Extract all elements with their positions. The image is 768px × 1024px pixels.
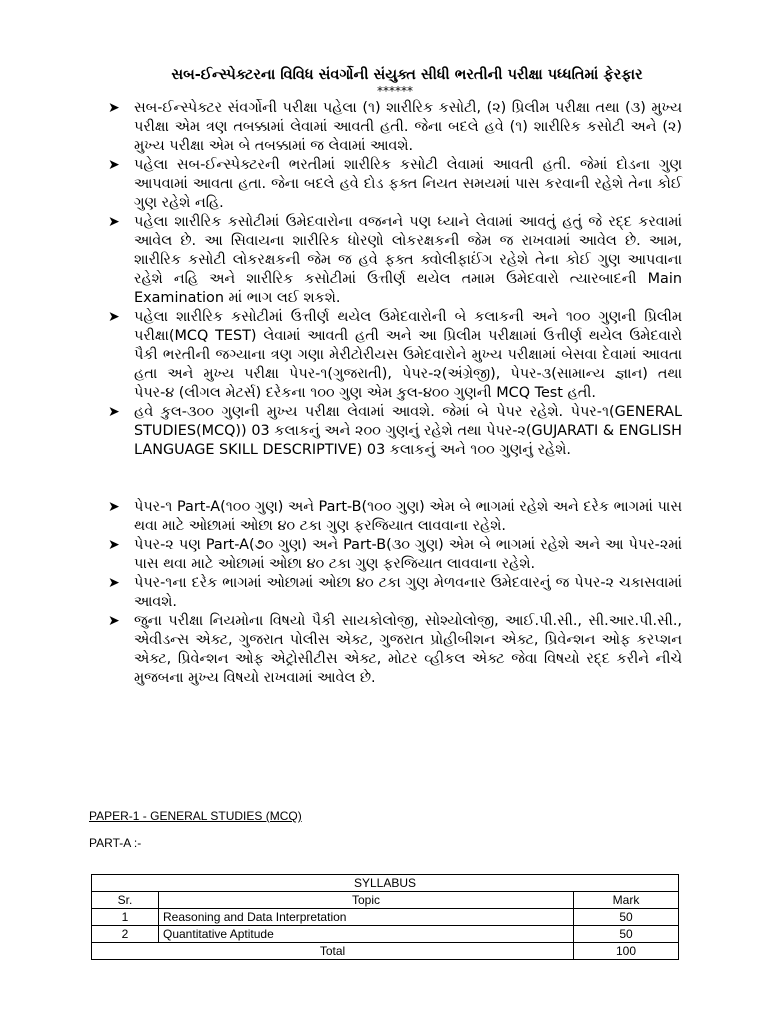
bullet-list-2: [108, 498, 682, 688]
table-cell-topic: Reasoning and Data Interpretation: [159, 909, 574, 926]
bullet-item: [108, 574, 682, 612]
bullet-list-1: [108, 99, 682, 460]
table-row: [92, 926, 679, 943]
column-header-topic: Topic: [159, 892, 574, 909]
total-value: 100: [574, 943, 679, 960]
table-total-row: [92, 943, 679, 960]
arrow-bullet-icon: ➤: [108, 100, 120, 116]
total-label: Total: [92, 943, 574, 960]
document-title: સબ-ઈન્સ્પેક્ટરના વિવિધ સંવર્ગોની સંયુક્ત સીધી ભરતીની પરીક્ષા પધ્ધતિમાં ફેરફાર: [171, 67, 643, 83]
bullet-item: [108, 536, 682, 574]
arrow-bullet-icon: ➤: [108, 404, 120, 420]
table-cell-sr: 2: [92, 926, 159, 943]
bullet-text: પહેલા શારીરિક કસોટીમાં ઉમેદવારોના વજનને પણ ધ્યાને લેવામાં આવતું હતું જે રદ્દ કરવામાં આવેલ છે. આ સિવાયના શારીરિક ધોરણો લોકરક્ષકની જેમ જ રાખવામાં આવેલ છે. આમ, શારીરિક કસોટી લોકરક્ષકની જેમ જ હવે ફક્ત ક્વોલીફાઈંગ રહેશે તેના કોઈ ગુણ આપવાના રહેશે નહિ અને શારીરિક કસોટીમાં ઉત્તીર્ણ થયેલ તમામ ઉમેદવારો ત્યારબાદની Main Examination માં ભાગ લઈ શકશે.: [134, 214, 682, 306]
arrow-bullet-icon: ➤: [108, 214, 120, 230]
arrow-bullet-icon: ➤: [108, 613, 120, 629]
arrow-bullet-icon: ➤: [108, 575, 120, 591]
column-header-mark: Mark: [574, 892, 679, 909]
syllabus-table: [91, 874, 679, 960]
table-cell-mark: 50: [574, 909, 679, 926]
bullet-text: જુના પરીક્ષા નિયમોના વિષયો પૈકી સાયકોલોજી, સોશ્યોલોજી, આઈ.પી.સી., સી.આર.પી.સી., એવીડન્સ એક્ટ, ગુજરાત પોલીસ એક્ટ, ગુજરાત પ્રોહીબીશન એક્ટ, પ્રિવેન્શન ઓફ કરપ્શન એક્ટ, પ્રિવેન્શન ઓફ એટ્રોસીટીસ એક્ટ, મોટર વ્હીકલ એક્ટ જેવા વિષયો રદ્દ કરીને નીચે મુજબના મુખ્ય વિષયો રાખવામાં આવેલ છે.: [134, 613, 682, 686]
bullet-item: [108, 403, 682, 460]
arrow-bullet-icon: ➤: [108, 499, 120, 515]
paper-heading: PAPER-1 - GENERAL STUDIES (MCQ): [89, 809, 302, 823]
bullet-text: સબ-ઈન્સ્પેક્ટર સંવર્ગોની પરીક્ષા પહેલા (૧) શારીરિક કસોટી, (૨) પ્રિલીમ પરીક્ષા તથા (૩) મુખ્ય પરીક્ષા એમ ત્રણ તબક્કામાં લેવામાં આવતી હતી. જેના બદલે હવે (૧) શારીરિક કસોટી અને (૨) મુખ્ય પરીક્ષા એમ બે તબક્કામાં જ લેવામાં આવશે.: [134, 100, 682, 154]
column-header-sr: Sr.: [92, 892, 159, 909]
table-caption: SYLLABUS: [92, 875, 679, 892]
table-caption-row: [92, 875, 679, 892]
bullet-item: [108, 612, 682, 688]
bullet-text: પહેલા સબ-ઈન્સ્પેક્ટરની ભરતીમાં શારીરિક કસોટી લેવામાં આવતી હતી. જેમાં દોડના ગુણ આપવામાં આવતા હતા. જેના બદલે હવે દોડ ફક્ત નિયત સમયમાં પાસ કરવાની રહેશે તેના કોઈ ગુણ રહેશે નહિ.: [134, 157, 682, 211]
bullet-text: પેપર-૧ Part-A(૧૦૦ ગુણ) અને Part-B(૧૦૦ ગુણ) એમ બે ભાગમાં રહેશે અને દરેક ભાગમાં પાસ થવા માટે ઓછામાં ઓછા ૪૦ ટકા ગુણ ફરજિયાત લાવવાના રહેશે.: [134, 499, 682, 534]
bullet-text: પેપર-૧ના દરેક ભાગમાં ઓછામાં ઓછા ૪૦ ટકા ગુણ મેળવનાર ઉમેદવારનું જ પેપર-૨ ચકાસવામાં આવશે.: [134, 575, 682, 610]
bullet-item: [108, 213, 682, 308]
table-cell-sr: 1: [92, 909, 159, 926]
table-header-row: [92, 892, 679, 909]
bullet-item: [108, 99, 682, 156]
arrow-bullet-icon: ➤: [108, 157, 120, 173]
table-row: [92, 909, 679, 926]
bullet-text: હવે કુલ-૩૦૦ ગુણની મુખ્ય પરીક્ષા લેવામાં આવશે. જેમાં બે પેપર રહેશે. પેપર-૧(GENERAL STUDIES(MCQ)) 03 કલાકનું અને ૨૦૦ ગુણનું રહેશે તથા પેપર-૨(GUJARATI & ENGLISH LANGUAGE SKILL DESCRIPTIVE) 03 કલાકનું અને ૧૦૦ ગુણનું રહેશે.: [134, 404, 682, 458]
spacer: [108, 460, 682, 498]
bullet-item: [108, 308, 682, 403]
part-heading: PART-A :-: [89, 836, 142, 850]
title-stars: ******: [377, 84, 413, 98]
table-cell-mark: 50: [574, 926, 679, 943]
arrow-bullet-icon: ➤: [108, 309, 120, 325]
bullet-item: [108, 156, 682, 213]
arrow-bullet-icon: ➤: [108, 537, 120, 553]
bullet-text: પહેલા શારીરિક કસોટીમાં ઉત્તીર્ણ થયેલ ઉમેદવારોની બે કલાકની અને ૧૦૦ ગુણની પ્રિલીમ પરીક્ષા(MCQ TEST) લેવામાં આવતી હતી અને આ પ્રિલીમ પરીક્ષામાં ઉત્તીર્ણ થયેલ ઉમેદવારો પૈકી ભરતીની જગ્યાના ત્રણ ગણા મેરીટોરીયસ ઉમેદવારોને મુખ્ય પરીક્ષામાં બેસવા દેવામાં આવતા હતા અને મુખ્ય પરીક્ષા પેપર-૧(ગુજરાતી), પેપર-૨(અંગ્રેજી), પેપર-૩(સામાન્ય જ્ઞાન) તથા પેપર-૪ (લીગલ મેટર્સ) દરેકના ૧૦૦ ગુણ એમ કુલ-૪૦૦ ગુણની MCQ Test હતી.: [134, 309, 682, 401]
table-cell-topic: Quantitative Aptitude: [159, 926, 574, 943]
bullet-item: [108, 498, 682, 536]
bullet-text: પેપર-૨ પણ Part-A(૭૦ ગુણ) અને Part-B(૩૦ ગુણ) એમ બે ભાગમાં રહેશે અને આ પેપર-૨માં પાસ થવા માટે ઓછામાં ઓછા ૪૦ ટકા ગુણ ફરજિયાત લાવવાના રહેશે.: [134, 537, 682, 572]
